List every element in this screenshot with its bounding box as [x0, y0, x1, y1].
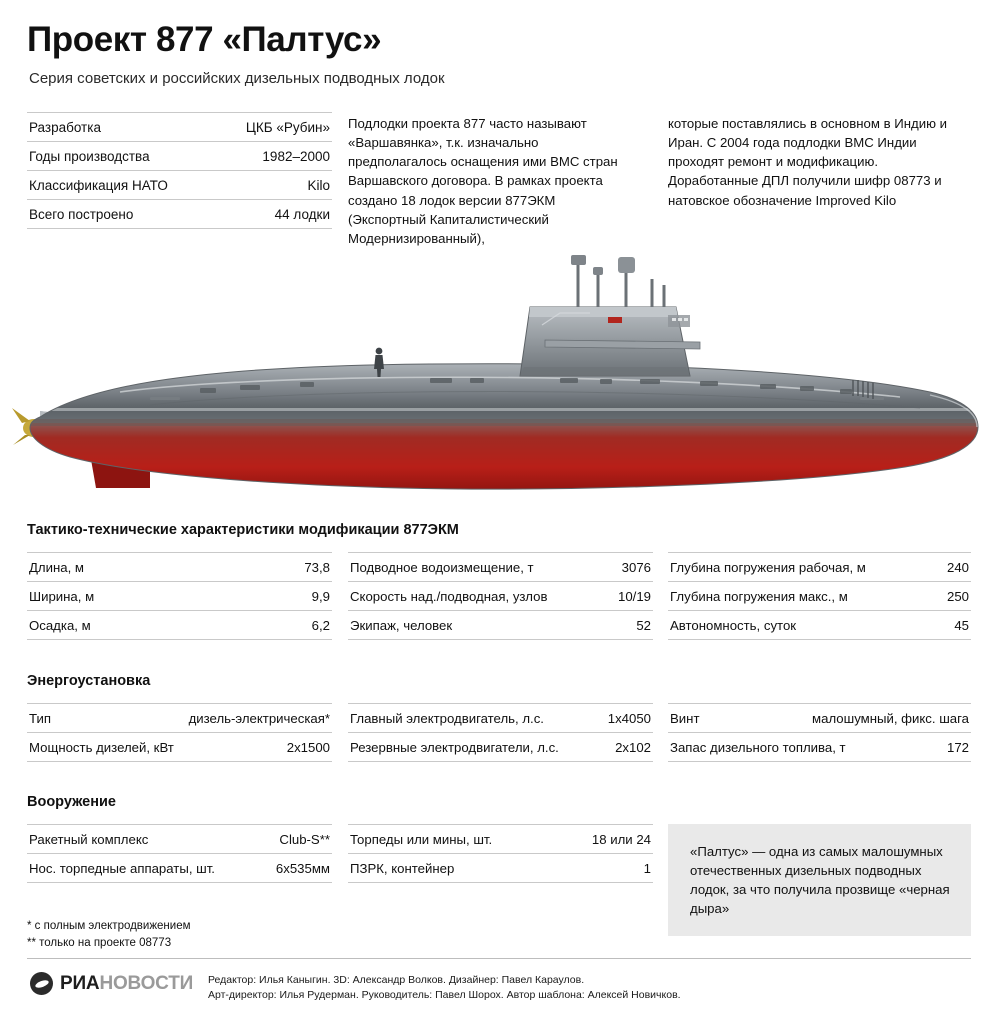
- submarine-illustration: [0, 245, 998, 507]
- table-row: [27, 142, 332, 171]
- row-label: Запас дизельного топлива, т: [670, 740, 846, 755]
- power-column-b: [348, 703, 653, 762]
- spec-label: Классификация НАТО: [29, 178, 168, 193]
- row-value: 10/19: [617, 589, 651, 604]
- row-label: Торпеды или мины, шт.: [350, 832, 493, 847]
- footnote-1: * с полным электродвижением: [27, 920, 191, 932]
- footnotes: [27, 918, 337, 953]
- row-value: 6,2: [311, 618, 330, 633]
- row-label: Нос. торпедные аппараты, шт.: [29, 861, 215, 876]
- row-value: 250: [946, 589, 969, 604]
- credits-line-2: Арт-директор: Илья Рудерман. Руководитель: Павел Шорох. Автор шаблона: Алексей Новичков.: [208, 989, 681, 1002]
- ttx-column-a: [27, 552, 332, 640]
- armament-column-b: [348, 824, 653, 883]
- row-value: 1: [643, 861, 651, 876]
- logo-text-novosti: НОВОСТИ: [99, 972, 194, 994]
- table-row: [27, 854, 332, 883]
- table-row: [27, 171, 332, 200]
- row-label: Экипаж, человек: [350, 618, 453, 633]
- spec-label: Годы производства: [29, 149, 150, 164]
- row-label: ПЗРК, контейнер: [350, 861, 455, 876]
- logo-text-ria: РИА: [60, 972, 100, 994]
- table-row: [27, 200, 332, 229]
- row-label: Мощность дизелей, кВт: [29, 740, 174, 755]
- row-label: Ширина, м: [29, 589, 95, 604]
- row-value: 172: [946, 740, 969, 755]
- page-subtitle: Серия советских и российских дизельных подводных лодок: [29, 70, 445, 87]
- table-row: [668, 611, 971, 640]
- row-label: Глубина погружения макс., м: [670, 589, 848, 604]
- table-row: [668, 582, 971, 611]
- row-value: Club-S**: [279, 832, 330, 847]
- row-value: 73,8: [304, 560, 330, 575]
- row-label: Тип: [29, 711, 51, 726]
- table-row: [348, 854, 653, 883]
- section-title-ttx: Тактико-технические характеристики модификации 877ЭКМ: [27, 522, 459, 538]
- row-value: 52: [636, 618, 651, 633]
- section-title-power: Энергоустановка: [27, 673, 151, 689]
- row-value: 9,9: [311, 589, 330, 604]
- row-value: дизель-электрическая*: [188, 711, 330, 726]
- table-row: [668, 552, 971, 582]
- table-row: [348, 582, 653, 611]
- table-row: [668, 733, 971, 762]
- footer-divider: [27, 958, 971, 959]
- row-value: 240: [946, 560, 969, 575]
- ttx-column-b: [348, 552, 653, 640]
- credits-line-1: Редактор: Илья Каныгин. 3D: Александр Волков. Дизайнер: Павел Караулов.: [208, 974, 585, 986]
- intro-text-column-1: Подлодки проекта 877 часто называют «Варшавянка», т.к. изначально предполагалось оснащения ими ВМС стран Варшавского договора. В рамках проекта создано 18 лодок версии 877ЭКМ (Экспортный Капиталистический Модернизированный),: [348, 116, 618, 246]
- row-label: Винт: [670, 711, 700, 726]
- row-value: 45: [954, 618, 969, 633]
- row-label: Скорость над./подводная, узлов: [350, 589, 548, 604]
- row-label: Резервные электродвигатели, л.с.: [350, 740, 559, 755]
- table-row: [27, 733, 332, 762]
- spec-value: 44 лодки: [274, 207, 330, 222]
- row-label: Подводное водоизмещение, т: [350, 560, 534, 575]
- quote-box: «Палтус» — одна из самых малошумных отечественных дизельных подводных лодок, за что получила прозвище «черная дыра»: [668, 824, 971, 936]
- footnote-2: ** только на проекте 08773: [27, 937, 172, 950]
- section-title-armament: Вооружение: [27, 794, 116, 810]
- ria-logo-icon: [30, 972, 53, 995]
- table-row: [27, 582, 332, 611]
- spec-label: Разработка: [29, 120, 101, 135]
- table-row: [27, 552, 332, 582]
- spec-value: 1982–2000: [262, 149, 330, 164]
- armament-column-a: [27, 824, 332, 883]
- power-column-c: [668, 703, 971, 762]
- row-value: малошумный, фикс. шага: [812, 711, 969, 726]
- row-label: Длина, м: [29, 560, 85, 575]
- row-value: 18 или 24: [591, 832, 651, 847]
- overview-spec-table: [27, 112, 332, 229]
- table-row: [27, 703, 332, 733]
- row-value: 6х535мм: [275, 861, 330, 876]
- ttx-column-c: [668, 552, 971, 640]
- table-row: [668, 703, 971, 733]
- ria-novosti-logo: [30, 972, 193, 995]
- row-value: 2х1500: [286, 740, 330, 755]
- row-label: Главный электродвигатель, л.с.: [350, 711, 544, 726]
- credits: [208, 973, 908, 1003]
- row-value: 1х4050: [607, 711, 651, 726]
- row-value: 3076: [621, 560, 651, 575]
- spec-value: Kilo: [307, 178, 330, 193]
- intro-text-column-2: которые поставлялись в основном в Индию и Иран. С 2004 года подлодки ВМС Индии проходят ремонт и модификацию. Доработанные ДПЛ получили шифр 08773 и натовское обозначение Improved Kilo: [668, 116, 948, 208]
- table-row: [348, 824, 653, 854]
- spec-label: Всего построено: [29, 207, 134, 222]
- table-row: [27, 611, 332, 640]
- page-title: Проект 877 «Палтус»: [27, 20, 382, 59]
- table-row: [348, 611, 653, 640]
- row-value: 2х102: [615, 740, 651, 755]
- row-label: Ракетный комплекс: [29, 832, 149, 847]
- power-column-a: [27, 703, 332, 762]
- row-label: Автономность, суток: [670, 618, 797, 633]
- table-row: [348, 552, 653, 582]
- table-row: [348, 733, 653, 762]
- table-row: [348, 703, 653, 733]
- row-label: Осадка, м: [29, 618, 91, 633]
- row-label: Глубина погружения рабочая, м: [670, 560, 866, 575]
- table-row: [27, 112, 332, 142]
- table-row: [27, 824, 332, 854]
- spec-value: ЦКБ «Рубин»: [245, 120, 330, 135]
